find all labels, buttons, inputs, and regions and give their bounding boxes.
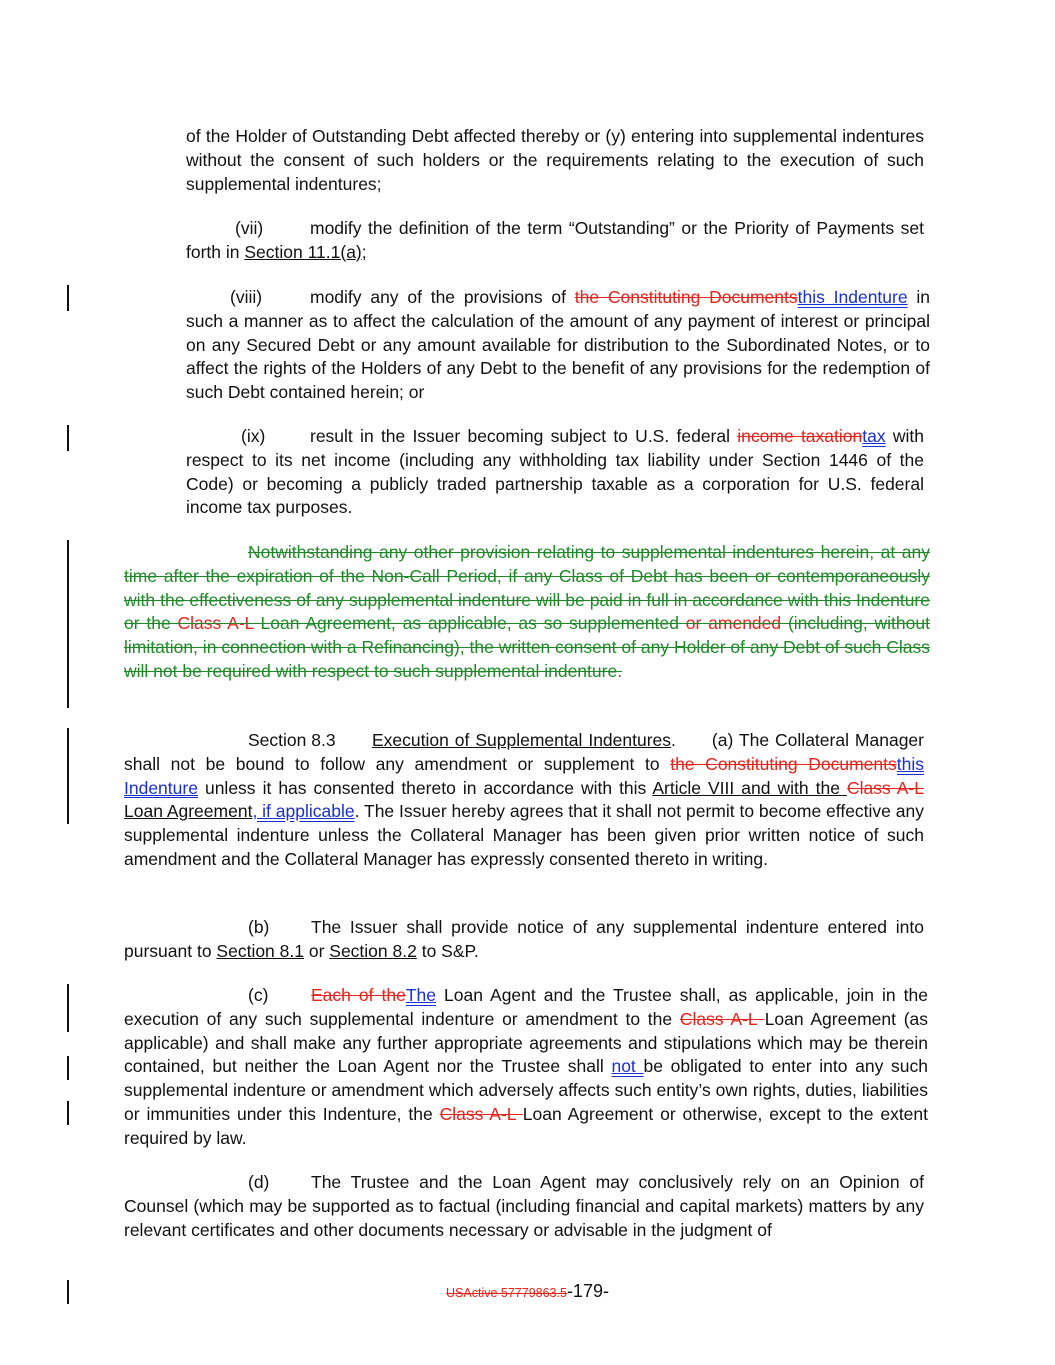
- deleted-paragraph: Notwithstanding any other provision relating to supplemental indentures herein, at any time after the expiration of the Non-Call Period, if any Class of Debt has been or contemporaneously with the effectiveness of any supplemental indenture will be paid in full in accordance with this Indenture or the Class A-L Loan Agreement, as applicable, as so supplemented or amended (including, without limitation, in connection with a Refinancing), the written consent of any Holder of any Debt of such Class will not be required with respect to such supplemental indenture.: [124, 542, 930, 681]
- clause-vii: (vii) modify the definition of the term “Outstanding” or the Priority of Payments set forth in Section 11.1(a);: [186, 218, 924, 262]
- deleted-text: Each of the: [311, 985, 406, 1005]
- deleted-text: the Constituting Documents: [670, 753, 897, 774]
- clause-number: (d): [248, 1172, 270, 1192]
- inserted-text: not: [611, 1056, 644, 1077]
- clause-b: (b) The Issuer shall provide notice of any supplemental indenture entered into pursuant to Section 8.1 or Section 8.2 to S&P.: [124, 917, 924, 961]
- clause-c: (c) Each of theThe Loan Agent and the Trustee shall, as applicable, join in the execution of any such supplemental indenture or amendment to the Class A-L Loan Agreement (as applicable) and shall make any further appropriate agreements and stipulations which may be therein contained, but neither the Loan Agent nor the Trustee shall not be obligated to enter into any such supplemental indenture or amendment which adversely affects such entity’s own rights, duties, liabilities or immunities under this Indenture, the Class A-L Loan Agreement or otherwise, except to the extent required by law.: [124, 985, 929, 1148]
- inserted-text: tax: [862, 426, 886, 446]
- inserted-text: this Indenture: [797, 287, 908, 307]
- section-reference: Section 8.1: [216, 940, 304, 961]
- clause-number: (ix): [241, 426, 266, 446]
- section-number: Section 8.3: [248, 730, 336, 750]
- clause-number: (c): [248, 985, 269, 1005]
- section-8-3-paragraph: Section 8.3 Execution of Supplemental Indentures. (a) The Collateral Manager shall not be bound to follow any amendment or supplement to the Constituting Documentsthis Indenture unless it has consented thereto in accordance with this Article VIII and with the Class A-L Loan Agreement, if applicable. The Issuer hereby agrees that it shall not permit to become effective any supplemental indenture unless the Collateral Manager has been given prior written notice of such amendment and the Collateral Manager has expressly consented thereto in writing.: [124, 730, 924, 869]
- clause-number: (b): [248, 917, 270, 937]
- change-bar: [67, 984, 69, 1032]
- inserted-text: The: [405, 985, 437, 1005]
- clause-d: (d) The Trustee and the Loan Agent may conclusively rely on an Opinion of Counsel (which may be supported as to factual (including financial and capital markets) matters by any relevant certificates and other documents necessary or advisable in the judgment of: [124, 1172, 924, 1240]
- inserted-text: this Indenture: [124, 753, 924, 798]
- change-bar: [67, 285, 69, 311]
- deleted-text: income taxation: [737, 426, 863, 446]
- change-bar: [67, 425, 69, 451]
- clause-number: (viii): [230, 287, 263, 307]
- page-number: -179-: [566, 1281, 609, 1301]
- clause-number: (vii): [235, 218, 264, 238]
- section-reference: Section 11.1(a): [244, 241, 362, 262]
- deleted-text: the Constituting Documents: [574, 287, 798, 307]
- continuation-paragraph: of the Holder of Outstanding Debt affected thereby or (y) entering into supplemental indentures without the consent of such holders or the requirements relating to the execution of such supplemental indentures;: [186, 126, 924, 194]
- page-footer: [0, 1281, 1055, 1302]
- change-bar: [67, 1101, 69, 1125]
- document-id: USActive 57779863.5: [446, 1286, 567, 1300]
- deleted-text: Class A-L: [439, 1103, 523, 1124]
- clause-ix: (ix) result in the Issuer becoming subject to U.S. federal income taxationtax with respect to its net income (including any withholding tax liability under Section 1446 of the Code) or becoming a publicly traded partnership taxable as a corporation for U.S. federal income tax purposes.: [186, 426, 924, 518]
- change-bar: [67, 728, 69, 824]
- deleted-text: Class A-L: [846, 777, 924, 798]
- inserted-text: , if applicable: [252, 801, 355, 822]
- change-bar: [67, 1056, 69, 1080]
- change-bar: [67, 540, 69, 708]
- clause-number: (a): [711, 730, 734, 750]
- section-title: Execution of Supplemental Indentures: [372, 730, 672, 750]
- clause-viii: (viii) modify any of the provisions of the Constituting Documentsthis Indenture in such a manner as to affect the calculation of the amount of any payment of interest or principal on any Secured Debt or any amount available for distribution to the Subordinated Notes, or to affect the rights of the Holders of any Debt to the benefit of any provisions for the redemption of such Debt contained herein; or: [186, 287, 931, 403]
- deleted-text: Class A-L: [679, 1008, 765, 1029]
- section-reference: Section 8.2: [329, 940, 417, 961]
